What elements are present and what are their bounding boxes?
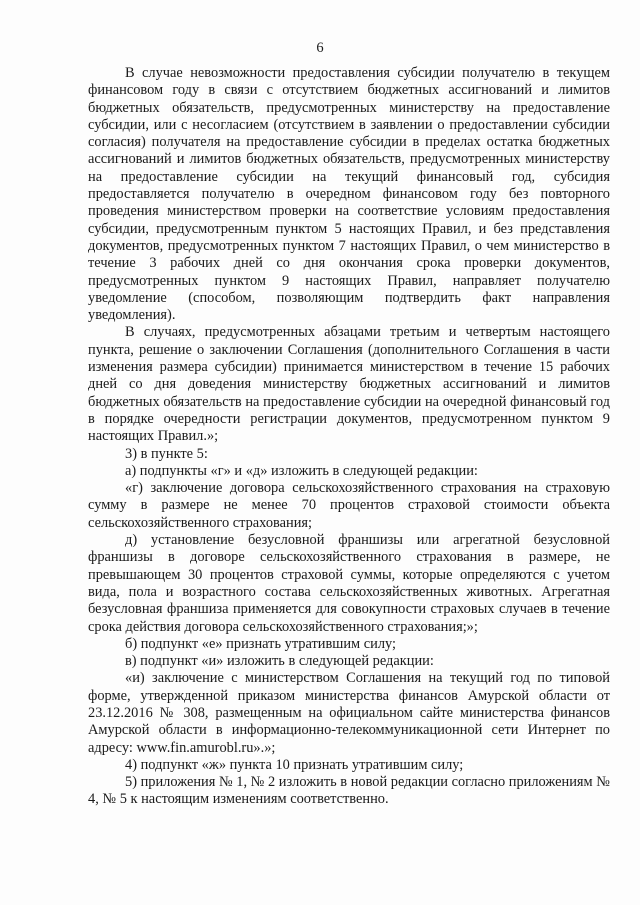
paragraph-subitem-v: в) подпункт «и» изложить в следующей редакции: (125, 653, 434, 670)
paragraph-subitem-a: а) подпункты «г» и «д» изложить в следующей редакции: (125, 462, 478, 479)
paragraph-agreement-decision: В случаях, предусмотренных абзацами третьим и четвертым настоящего пункта, решение о заключении Соглашения (дополнительного Соглашения в части изменения размера субсидии) принимается министерством в течение 15 рабочих дней со дня доведения министерству бюджетных ассигнований и лимитов бюджетных обязательств на предоставление субсидии на очередной финансовый год в порядке очередности регистрации документов, предусмотренном пунктом 9 настоящих Правил.»; (88, 324, 610, 445)
page-number: 6 (316, 40, 324, 56)
paragraph-subitem-b: б) подпункт «е» признать утратившим силу; (125, 635, 397, 652)
paragraph-subitem-i: «и) заключение с министерством Соглашения на текущий год по типовой форме, утвержденной приказом министерства финансов Амурской области от 23.12.2016 № 308, размещенным на официальном сайте министерства финансов Амурской области в информационно-телекоммуникационной сети Интернет по адресу: www.fin.amurobl.ru».»; (88, 670, 610, 756)
paragraph-item-3: 3) в пункте 5: (125, 445, 208, 462)
document-body (88, 65, 610, 809)
paragraph-subsidy-next-year: В случае невозможности предоставления субсидии получателю в текущем финансовом году в связи с отсутствием бюджетных ассигнований и лимитов бюджетных обязательств, предусмотренных министерству на предоставление субсидии, или с несогласием (отсутствием в заявлении о предоставлении субсидии согласия) получателя на предоставление субсидии в пределах остатка бюджетных ассигнований и лимитов бюджетных обязательств, предусмотренных министерству на предоставление субсидии на текущий финансовый год, субсидия предоставляется получателю в очередном финансовом году без повторного проведения министерством проверки на соответствие условиям предоставления субсидии, предусмотренным пунктом 5 настоящих Правил, и без представления документов, предусмотренных пунктом 7 настоящих Правил, о чем министерство в течение 3 рабочих дней со дня окончания срока проверки документов, предусмотренных пунктом 9 настоящих Правил, направляет получателю уведомление (способом, позволяющим подтвердить факт направления уведомления). (88, 65, 610, 324)
paragraph-item-5: 5) приложения № 1, № 2 изложить в новой редакции согласно приложениям № 4, № 5 к настоящим изменениям соответственно. (88, 774, 610, 808)
paragraph-subitem-g: «г) заключение договора сельскохозяйственного страхования на страховую сумму в размере не менее 70 процентов страховой стоимости объекта сельскохозяйственного страхования; (88, 480, 610, 531)
paragraph-item-4: 4) подпункт «ж» пункта 10 признать утратившим силу; (125, 756, 464, 773)
paragraph-subitem-d: д) установление безусловной франшизы или агрегатной безусловной франшизы в договоре сельскохозяйственного страхования в размере, не превышающем 30 процентов страховой суммы, которые определяются с учетом вида, пола и возрастного состава сельскохозяйственных животных. Агрегатная безусловная франшиза применяется для совокупности страховых случаев в течение срока действия договора сельскохозяйственного страхования;»; (88, 532, 610, 635)
